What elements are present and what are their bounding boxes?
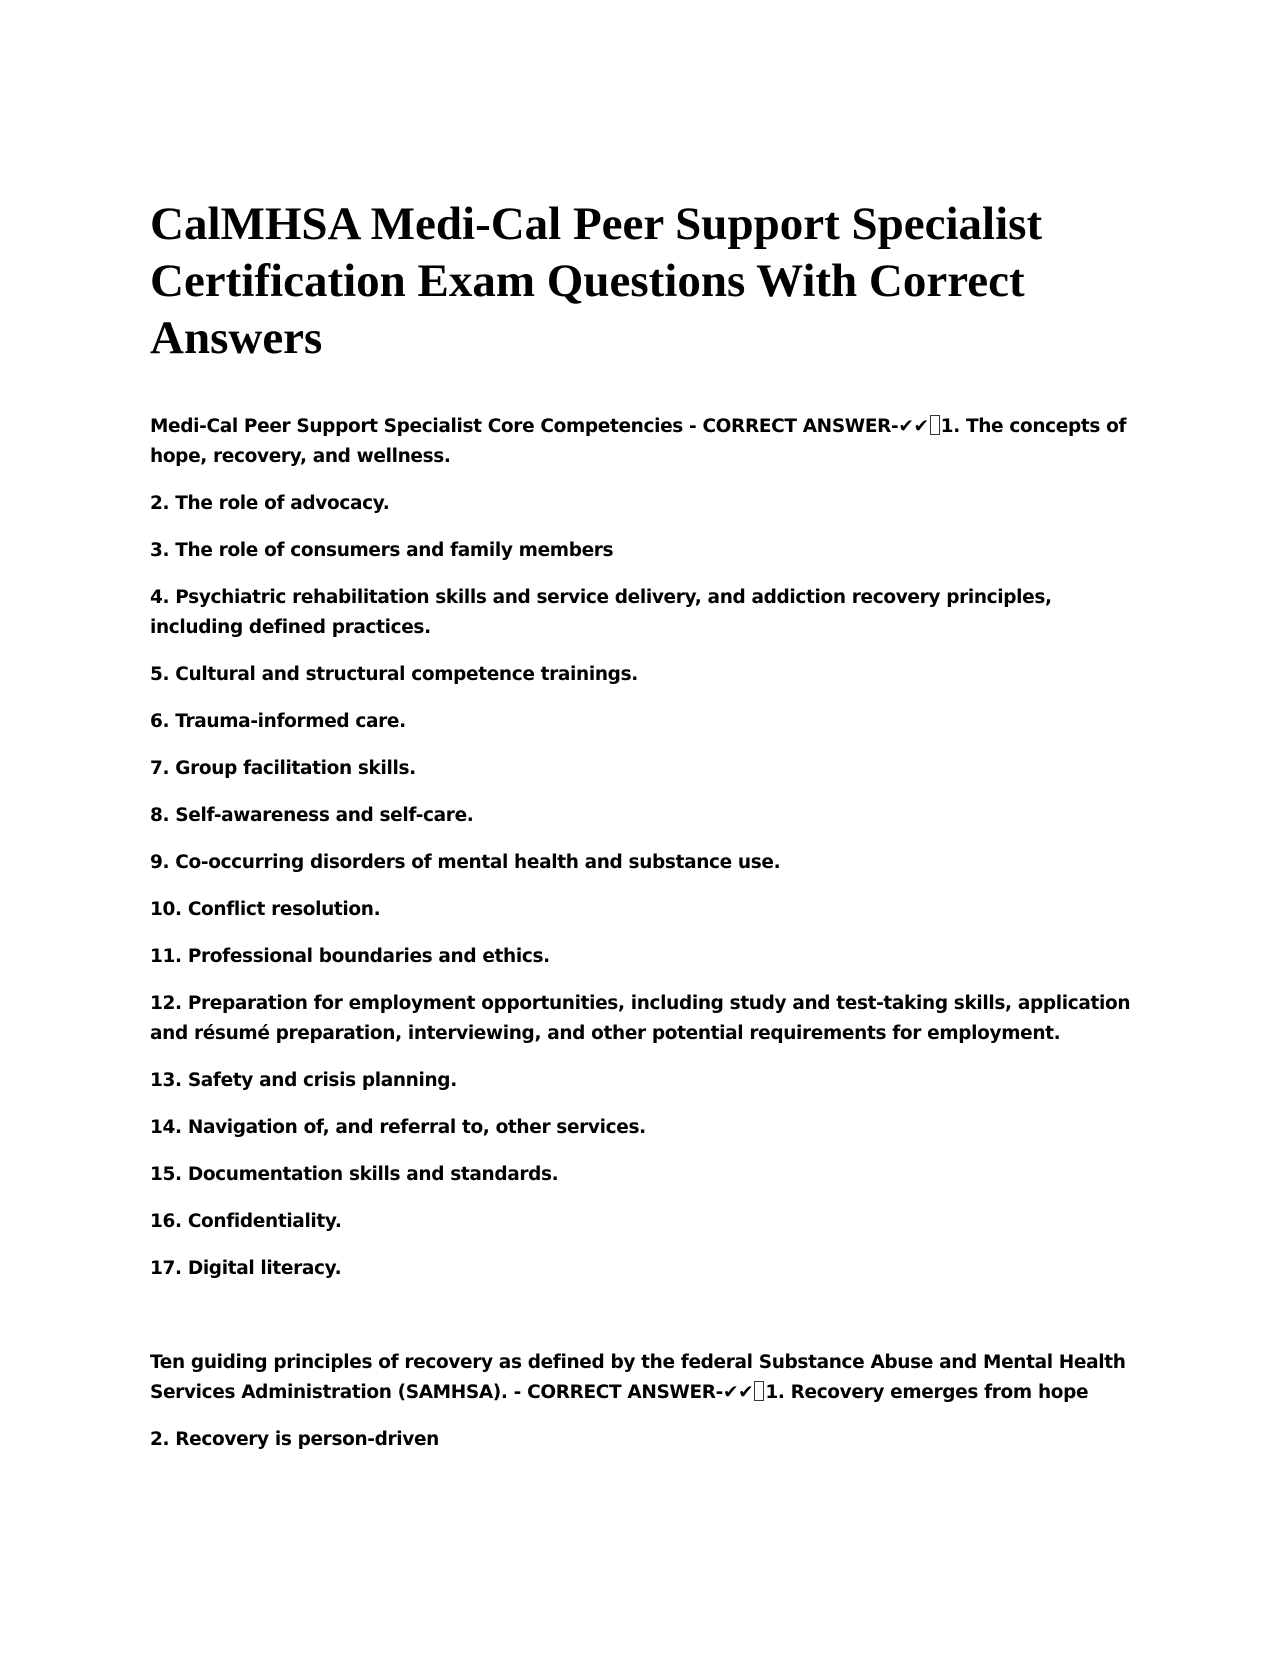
list-item: 7. Group facilitation skills. bbox=[150, 758, 416, 779]
list-item: 2. The role of advocacy. bbox=[150, 493, 390, 514]
question-1-first-answer: 1. The concepts of hope, recovery, and wellness. bbox=[150, 416, 1127, 467]
question-1-text: Medi-Cal Peer Support Specialist Core Competencies - CORRECT ANSWER-✔✔ bbox=[150, 416, 929, 437]
list-item: 2. Recovery is person-driven bbox=[150, 1429, 440, 1450]
missing-glyph-icon bbox=[930, 415, 940, 435]
list-item: 8. Self-awareness and self-care. bbox=[150, 805, 474, 826]
document-title: CalMHSA Medi-Cal Peer Support Specialist Certification Exam Questions With Correct Answers bbox=[150, 198, 1043, 364]
list-item: 13. Safety and crisis planning. bbox=[150, 1070, 457, 1091]
question-2-first-answer: 1. Recovery emerges from hope bbox=[765, 1382, 1089, 1403]
list-item: 17. Digital literacy. bbox=[150, 1258, 342, 1279]
list-item: 16. Confidentiality. bbox=[150, 1211, 342, 1232]
list-item: 14. Navigation of, and referral to, other services. bbox=[150, 1117, 646, 1138]
list-item: 6. Trauma-informed care. bbox=[150, 711, 406, 732]
list-item: 3. The role of consumers and family members bbox=[150, 540, 614, 561]
list-item: 15. Documentation skills and standards. bbox=[150, 1164, 559, 1185]
list-item: 11. Professional boundaries and ethics. bbox=[150, 946, 550, 967]
list-item: 4. Psychiatric rehabilitation skills and service delivery, and addiction recovery principles, including defined practices. bbox=[150, 587, 1052, 638]
question-1 bbox=[150, 412, 1135, 472]
document-page bbox=[150, 196, 1135, 1472]
list-item: 12. Preparation for employment opportunities, including study and test-taking skills, application and résumé preparation, interviewing, and other potential requirements for employment. bbox=[150, 993, 1131, 1044]
list-item: 10. Conflict resolution. bbox=[150, 899, 381, 920]
list-item: 9. Co-occurring disorders of mental health and substance use. bbox=[150, 852, 781, 873]
section-spacer bbox=[150, 1301, 1135, 1348]
list-item: 5. Cultural and structural competence trainings. bbox=[150, 664, 638, 685]
question-2 bbox=[150, 1348, 1135, 1408]
question-2-text: Ten guiding principles of recovery as defined by the federal Substance Abuse and Mental Health Services Administration (SAMHSA). - CORRECT ANSWER-✔✔ bbox=[150, 1352, 1126, 1403]
missing-glyph-icon bbox=[754, 1381, 764, 1401]
